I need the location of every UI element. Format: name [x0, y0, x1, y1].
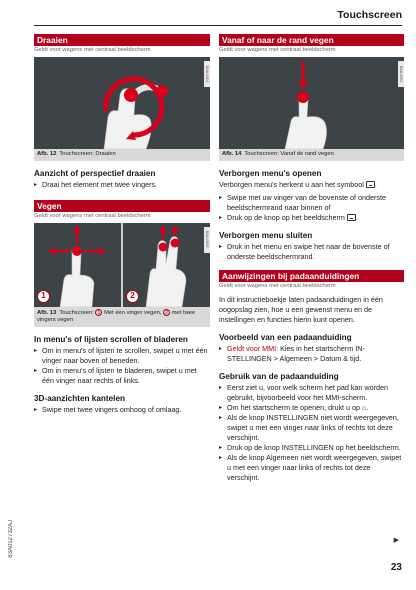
next-page-arrow-icon: ▶	[393, 537, 399, 544]
swipe-gesture-illustration	[34, 223, 210, 307]
paragraph: Verborgen menu's herkent u aan het symbool .	[219, 179, 377, 189]
figure-rand	[219, 57, 404, 149]
list-item: ▸ Geldt voor MMI: Kies in het startscherm IN-STELLINGEN > Algemeen > Datum & tijd.	[219, 344, 404, 364]
figure-draaien	[34, 57, 210, 149]
figure-vegen	[34, 223, 210, 307]
figure-caption: Afb. 14 Touchscreen: Vanaf de rand vegen	[219, 149, 404, 161]
document-code: 83A012732AJ	[8, 520, 14, 558]
figure-caption: Afb. 12 Touchscreen: Draaien	[34, 149, 210, 161]
bullet-list	[219, 383, 404, 483]
section-title-aanwijzingen: Aanwijzingen bij padaanduidingen	[219, 270, 404, 282]
page-header-title: Touchscreen	[337, 9, 402, 21]
caption-marker-1: 1	[95, 309, 102, 316]
heading-gebruik: Gebruik van de padaanduiding	[219, 371, 339, 381]
menu-symbol-icon	[366, 181, 375, 188]
bullet-list	[34, 346, 210, 386]
bullet-list	[34, 180, 210, 190]
right-column	[219, 34, 404, 483]
list-item: ▸ Om in menu's of lijsten te scrollen, swipet u met één vinger naar boven of beneden.	[34, 346, 210, 366]
figure-caption: Afb. 13 Touchscreen: 1 Met één vinger vegen, 2 met twee vingers vegen	[34, 307, 210, 327]
list-item: ▸ Druk in het menu en swipe het naar de bovenste of onderste beeldschermrand.	[219, 242, 404, 262]
rotate-gesture-illustration	[34, 57, 210, 149]
list-item: ▸ Als de knop Algemeen niet wordt weergegeven, swipet u met een vinger naar links of rechts tot deze verschijnt.	[219, 453, 404, 483]
heading-verborgen: Verborgen menu's openen	[219, 168, 322, 178]
figure-code: BAA-0001	[204, 61, 210, 87]
bullet-list	[219, 344, 404, 364]
edge-swipe-illustration	[219, 57, 404, 149]
section-title-draaien: Draaien	[34, 34, 210, 46]
section-title-vegen: Vegen	[34, 200, 210, 212]
header-rule	[34, 25, 402, 26]
list-item: ▸ Druk op de knop INSTELLINGEN op het beeldscherm.	[219, 443, 404, 453]
figure-marker-1: 1	[37, 290, 50, 303]
section-note: Geldt voor wagens met centraal beeldscherm	[219, 47, 336, 53]
bullet-list	[34, 405, 210, 415]
list-item: ▸ Om het startscherm te openen, drukt u op ⌂.	[219, 403, 404, 413]
figure-code: BAA-0002	[398, 61, 404, 87]
list-item: ▸ Swipe met twee vingers omhoog of omlaag.	[34, 405, 210, 415]
section-note: Geldt voor wagens met centraal beeldscherm	[34, 47, 151, 53]
list-item: ▸ Swipe met uw vinger van de bovenste of onderste beeldschermrand naar binnen of	[219, 193, 404, 213]
list-item: ▸ Als de knop INSTELLINGEN niet wordt weergegeven, swipet u met een vinger naar links of rechts tot deze verschijnt.	[219, 413, 404, 443]
list-item: ▸ Eerst ziet u, voor welk scherm het pad kan worden gebruikt, bijvoorbeeld voor het MMI-scherm.	[219, 383, 404, 403]
section-note: Geldt voor wagens met centraal beeldscherm	[34, 212, 151, 219]
heading-sluiten: Verborgen menu sluiten	[219, 230, 313, 240]
bullet-list	[219, 193, 404, 223]
list-item: ▸ Draai het element met twee vingers.	[34, 180, 210, 190]
heading-scrollen: In menu's of lijsten scrollen of bladeren	[34, 334, 188, 344]
figure-code: BAA-0003	[204, 227, 210, 253]
list-item: ▸ Druk op de knop op het beeldscherm .	[219, 213, 404, 223]
heading-perspectief: Aanzicht of perspectief draaien	[34, 168, 156, 178]
list-item: ▸ Om in menu's of lijsten te bladeren, swipet u met één vinger naar rechts of links.	[34, 366, 210, 386]
figure-marker-2: 2	[126, 290, 139, 303]
bullet-list	[219, 242, 404, 262]
page-number: 23	[390, 562, 402, 573]
paragraph: In dit instructieboekje laten padaanduidingen in één oogopslag zien, hoe u een gewenst menu en de instellingen en functies hierin kunt openen.	[219, 294, 383, 324]
section-title-rand: Vanaf of naar de rand vegen	[219, 34, 404, 46]
caption-marker-2: 2	[163, 309, 170, 316]
heading-voorbeeld: Voorbeeld van een padaanduiding	[219, 332, 352, 342]
section-note: Geldt voor wagens met centraal beeldscherm	[219, 282, 336, 289]
heading-3d: 3D-aanzichten kantelen	[34, 393, 125, 403]
left-column	[34, 34, 210, 415]
menu-button-icon	[347, 214, 356, 221]
